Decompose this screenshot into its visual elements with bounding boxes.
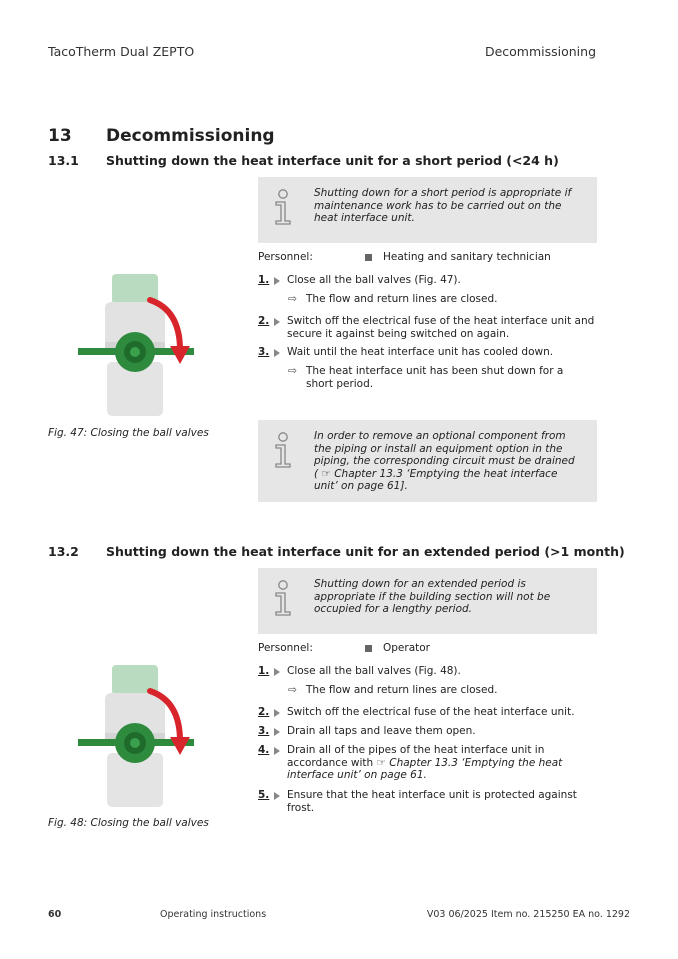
result-item: [288, 293, 588, 306]
ball-valve-figure: [70, 272, 210, 422]
note-text: Shutting down for an extended period is appropriate if the building section will not be occupied for a lengthy period.: [314, 578, 551, 615]
info-note: [258, 177, 597, 243]
step-item: [258, 725, 598, 738]
step-number: 2.: [258, 315, 270, 327]
note-text: In order to remove an optional component from the piping or install an equipment option in the piping, the corresponding circuit must be drained ( ☞ Chapter 13.3 ‘Emptying the heat interface unit’ on page 61].: [314, 430, 575, 492]
step-item: [258, 665, 598, 678]
section-title-text: Shutting down the heat interface unit for an extended period (>1 month): [106, 544, 625, 559]
info-icon: [272, 189, 294, 225]
step-text: Drain all taps and leave them open.: [287, 725, 476, 737]
figure-caption: Fig. 48: Closing the ball valves: [48, 817, 209, 829]
info-icon: [272, 580, 294, 616]
step-item: [258, 274, 598, 287]
step-text: Close all the ball valves (Fig. 47).: [287, 274, 461, 286]
step-arrow-icon: [274, 728, 280, 736]
result-arrow-icon: ⇨: [288, 684, 297, 696]
section-title-13-2: [48, 544, 625, 559]
result-item: [288, 365, 588, 390]
result-text: The flow and return lines are closed.: [306, 293, 498, 305]
personnel-value: Operator: [383, 642, 430, 654]
note-text: Shutting down for a short period is appropriate if maintenance work has to be carried out on the heat interface unit.: [314, 187, 572, 224]
result-text: The heat interface unit has been shut down for a short period.: [306, 365, 564, 390]
step-arrow-icon: [274, 747, 280, 755]
step-arrow-icon: [274, 709, 280, 717]
reference-icon: ☞: [376, 756, 386, 769]
reference-icon: ☞: [321, 467, 331, 480]
footer-version: V03 06/2025 Item no. 215250 EA no. 1292: [426, 909, 630, 920]
result-arrow-icon: ⇨: [288, 365, 297, 377]
step-arrow-icon: [274, 668, 280, 676]
result-item: [288, 684, 588, 697]
step-number: 1.: [258, 665, 270, 677]
bullet-square-icon: [365, 645, 372, 652]
info-note: [258, 420, 597, 502]
personnel-label: Personnel:: [258, 642, 313, 654]
step-number: 2.: [258, 706, 270, 718]
figure-caption: Fig. 47: Closing the ball valves: [48, 427, 209, 439]
step-text: [287, 744, 598, 782]
step-item: [258, 744, 598, 782]
ball-valve-figure: [70, 663, 210, 813]
step-arrow-icon: [274, 318, 280, 326]
info-note: [258, 568, 597, 634]
step-item: [258, 789, 598, 814]
step-text: Wait until the heat interface unit has cooled down.: [287, 346, 554, 358]
step-item: [258, 315, 598, 340]
header-section: Decommissioning: [484, 44, 596, 59]
chapter-title: [48, 126, 275, 146]
chapter-title-text: Decommissioning: [106, 126, 275, 146]
step-number: 3.: [258, 346, 270, 358]
step-number: 1.: [258, 274, 270, 286]
chapter-reference-link[interactable]: Chapter 13.3 ‘Emptying the heat interface unit’ on page 61].: [314, 467, 558, 492]
info-icon: [272, 432, 294, 468]
step-arrow-icon: [274, 277, 280, 285]
step-text: Switch off the electrical fuse of the heat interface unit and secure it against being switched on again.: [287, 315, 595, 340]
section-number: 13.2: [48, 544, 79, 559]
step-text: Switch off the electrical fuse of the heat interface unit.: [287, 706, 575, 718]
chapter-reference-link[interactable]: Chapter 13.3 ‘Emptying the heat interface unit’ on page 61.: [287, 756, 563, 781]
footer-doc-title: Operating instructions: [160, 909, 267, 920]
personnel-value: Heating and sanitary technician: [383, 251, 551, 263]
step-arrow-icon: [274, 792, 280, 800]
result-text: The flow and return lines are closed.: [306, 684, 498, 696]
section-title-text: Shutting down the heat interface unit for a short period (<24 h): [106, 153, 559, 168]
note-body: In order to remove an optional component from the piping or install an equipment option in the piping, the corresponding circuit must be drained: [314, 430, 575, 467]
chapter-number: 13: [48, 126, 72, 146]
personnel-label: Personnel:: [258, 251, 313, 263]
section-title-13-1: [48, 153, 559, 168]
result-arrow-icon: ⇨: [288, 293, 297, 305]
step-arrow-icon: [274, 349, 280, 357]
bullet-square-icon: [365, 254, 372, 261]
step-item: [258, 346, 598, 359]
page-number: 60: [48, 909, 62, 920]
step-text: Close all the ball valves (Fig. 48).: [287, 665, 461, 677]
step-text: Ensure that the heat interface unit is protected against frost.: [287, 789, 577, 814]
header-product: TacoTherm Dual ZEPTO: [48, 44, 195, 59]
section-number: 13.1: [48, 153, 79, 168]
step-body: Drain all of the pipes of the heat interface unit in accordance with: [287, 744, 545, 769]
step-number: 4.: [258, 744, 270, 756]
step-item: [258, 706, 598, 719]
step-number: 5.: [258, 789, 270, 801]
step-number: 3.: [258, 725, 270, 737]
